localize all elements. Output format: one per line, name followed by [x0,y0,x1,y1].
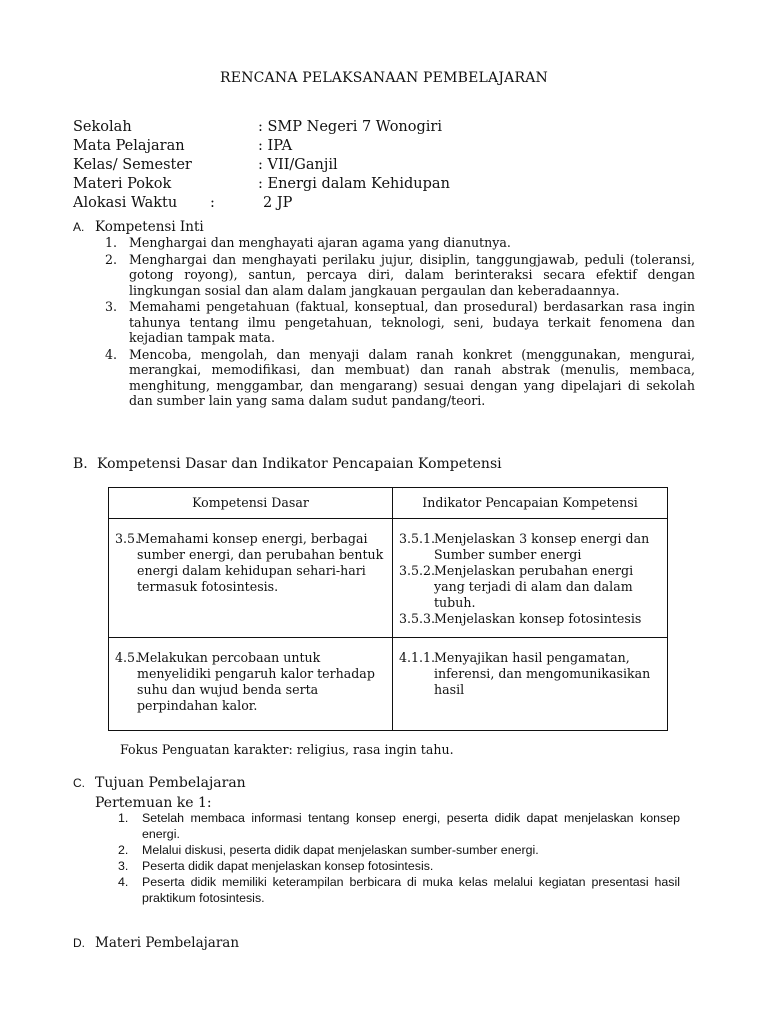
section-letter: D. [73,936,85,950]
indicator-text: Menyajikan hasil pengamatan, inferensi, dan mengomunikasikan hasil [434,650,651,697]
list-text: Peserta didik memiliki keterampilan berbicara di muka kelas melalui kegiatan presentasi hasil praktikum fotosintesis. [142,875,680,905]
identity-label: Sekolah [73,119,132,135]
identity-value: : Energi dalam Kehidupan [258,176,450,192]
document-title: RENCANA PELAKSANAAN PEMBELAJARAN [220,70,548,86]
kd-text: Melakukan percobaan untuk menyelidiki pengaruh kalor terhadap suhu dan wujud benda serta perpindahan kalor. [137,650,375,713]
section-letter: C. [73,776,85,790]
list-number: 3. [105,299,118,314]
indicator-number: 4.1.1. [399,650,436,665]
table-cell-kd [109,638,393,731]
kd-item [115,531,386,595]
section-title: Kompetensi Dasar dan Indikator Pencapaian Kompetensi [97,456,502,472]
indicator-number: 3.5.2. [399,563,436,578]
table-row [109,638,668,731]
kompetensi-table [108,487,668,731]
list-text: Memahami pengetahuan (faktual, konseptual, dan prosedural) berdasarkan rasa ingin tahunya tentang ilmu pengetahuan, teknologi, seni, budaya terkait fenomena dan kejadian tampak mata. [129,299,695,345]
list-item [118,858,680,874]
identity-label: Kelas/ Semester [73,157,192,173]
list-text: Menghargai dan menghayati perilaku jujur, disiplin, tanggungjawab, peduli (toleransi, gotong royong), santun, percaya diri, dalam berinteraksi secara efektif dengan lingkungan sosial dan alam dalam jangkauan pergaulan dan keberadaannya. [129,251,695,298]
list-item [118,874,680,906]
identity-value: : IPA [258,138,293,154]
identity-value: 2 JP [263,195,293,211]
indicator-item [399,650,661,698]
list-text: Setelah membaca informasi tentang konsep energi, peserta didik dapat menjelaskan konsep energi. [142,811,680,841]
kd-number: 3.5. [115,531,140,546]
identity-label: Materi Pokok [73,176,172,192]
indicator-item [399,563,661,611]
table-header: Indikator Pencapaian Kompetensi [393,488,668,519]
identity-value: : VII/Ganjil [258,157,338,173]
indicator-text: Menjelaskan perubahan energi yang terjadi di alam dan dalam tubuh. [434,563,634,610]
identity-label: Mata Pelajaran [73,138,185,154]
table-cell-indicators [393,638,668,731]
list-text: Menghargai dan menghayati ajaran agama yang dianutnya. [129,235,511,250]
list-number: 2. [118,843,129,857]
identity-colon: : [210,195,215,211]
list-text: Melalui diskusi, peserta didik dapat menjelaskan sumber-sumber energi. [142,843,539,857]
section-title: Kompetensi Inti [95,219,204,235]
list-item [105,235,695,251]
pertemuan-heading: Pertemuan ke 1: [95,795,212,811]
section-title: Materi Pembelajaran [95,935,240,951]
table-header-row [109,488,668,519]
list-number: 3. [118,859,129,873]
list-number: 1. [105,235,118,250]
section-title: Tujuan Pembelajaran [95,775,246,791]
indicator-item [399,611,661,627]
table-header: Kompetensi Dasar [109,488,393,519]
table-cell-indicators [393,519,668,638]
list-text: Peserta didik dapat menjelaskan konsep fotosintesis. [142,859,434,873]
indicator-number: 3.5.3. [399,611,436,626]
list-item [118,810,680,842]
identity-label: Alokasi Waktu [73,195,178,211]
kompetensi-inti-list [105,235,695,410]
list-number: 1. [118,811,129,825]
identity-value: : SMP Negeri 7 Wonogiri [258,119,442,135]
list-number: 4. [118,875,129,889]
kd-number: 4.5. [115,650,140,665]
indicator-number: 3.5.1. [399,531,436,546]
list-text: Mencoba, mengolah, dan menyaji dalam ranah konkret (menggunakan, mengurai, merangkai, memodifikasi, dan membuat) dan ranah abstrak (menulis, membaca, menghitung, menggambar, dan mengarang) sesuai dengan yang dipelajari di sekolah dan sumber lain yang sama dalam sudut pandang/teori. [129,346,695,408]
indicator-text: Menjelaskan 3 konsep energi dan Sumber sumber energi [434,531,650,562]
list-number: 4. [105,346,118,362]
table-row [109,519,668,638]
indicator-item [399,531,661,563]
tujuan-list [118,810,680,906]
indicator-text: Menjelaskan konsep fotosintesis [434,611,642,626]
list-item [105,299,695,346]
kd-text: Memahami konsep energi, berbagai sumber energi, dan perubahan bentuk energi dalam kehidupan sehari-hari termasuk fotosintesis. [137,531,384,594]
list-item [118,842,680,858]
kd-item [115,650,386,714]
list-item [105,347,695,409]
list-item [105,252,695,299]
section-letter: B. [73,456,88,472]
section-letter: A. [73,220,85,234]
table-cell-kd [109,519,393,638]
fokus-penguatan-text: Fokus Penguatan karakter: religius, rasa ingin tahu. [120,742,454,757]
list-number: 2. [105,251,118,267]
